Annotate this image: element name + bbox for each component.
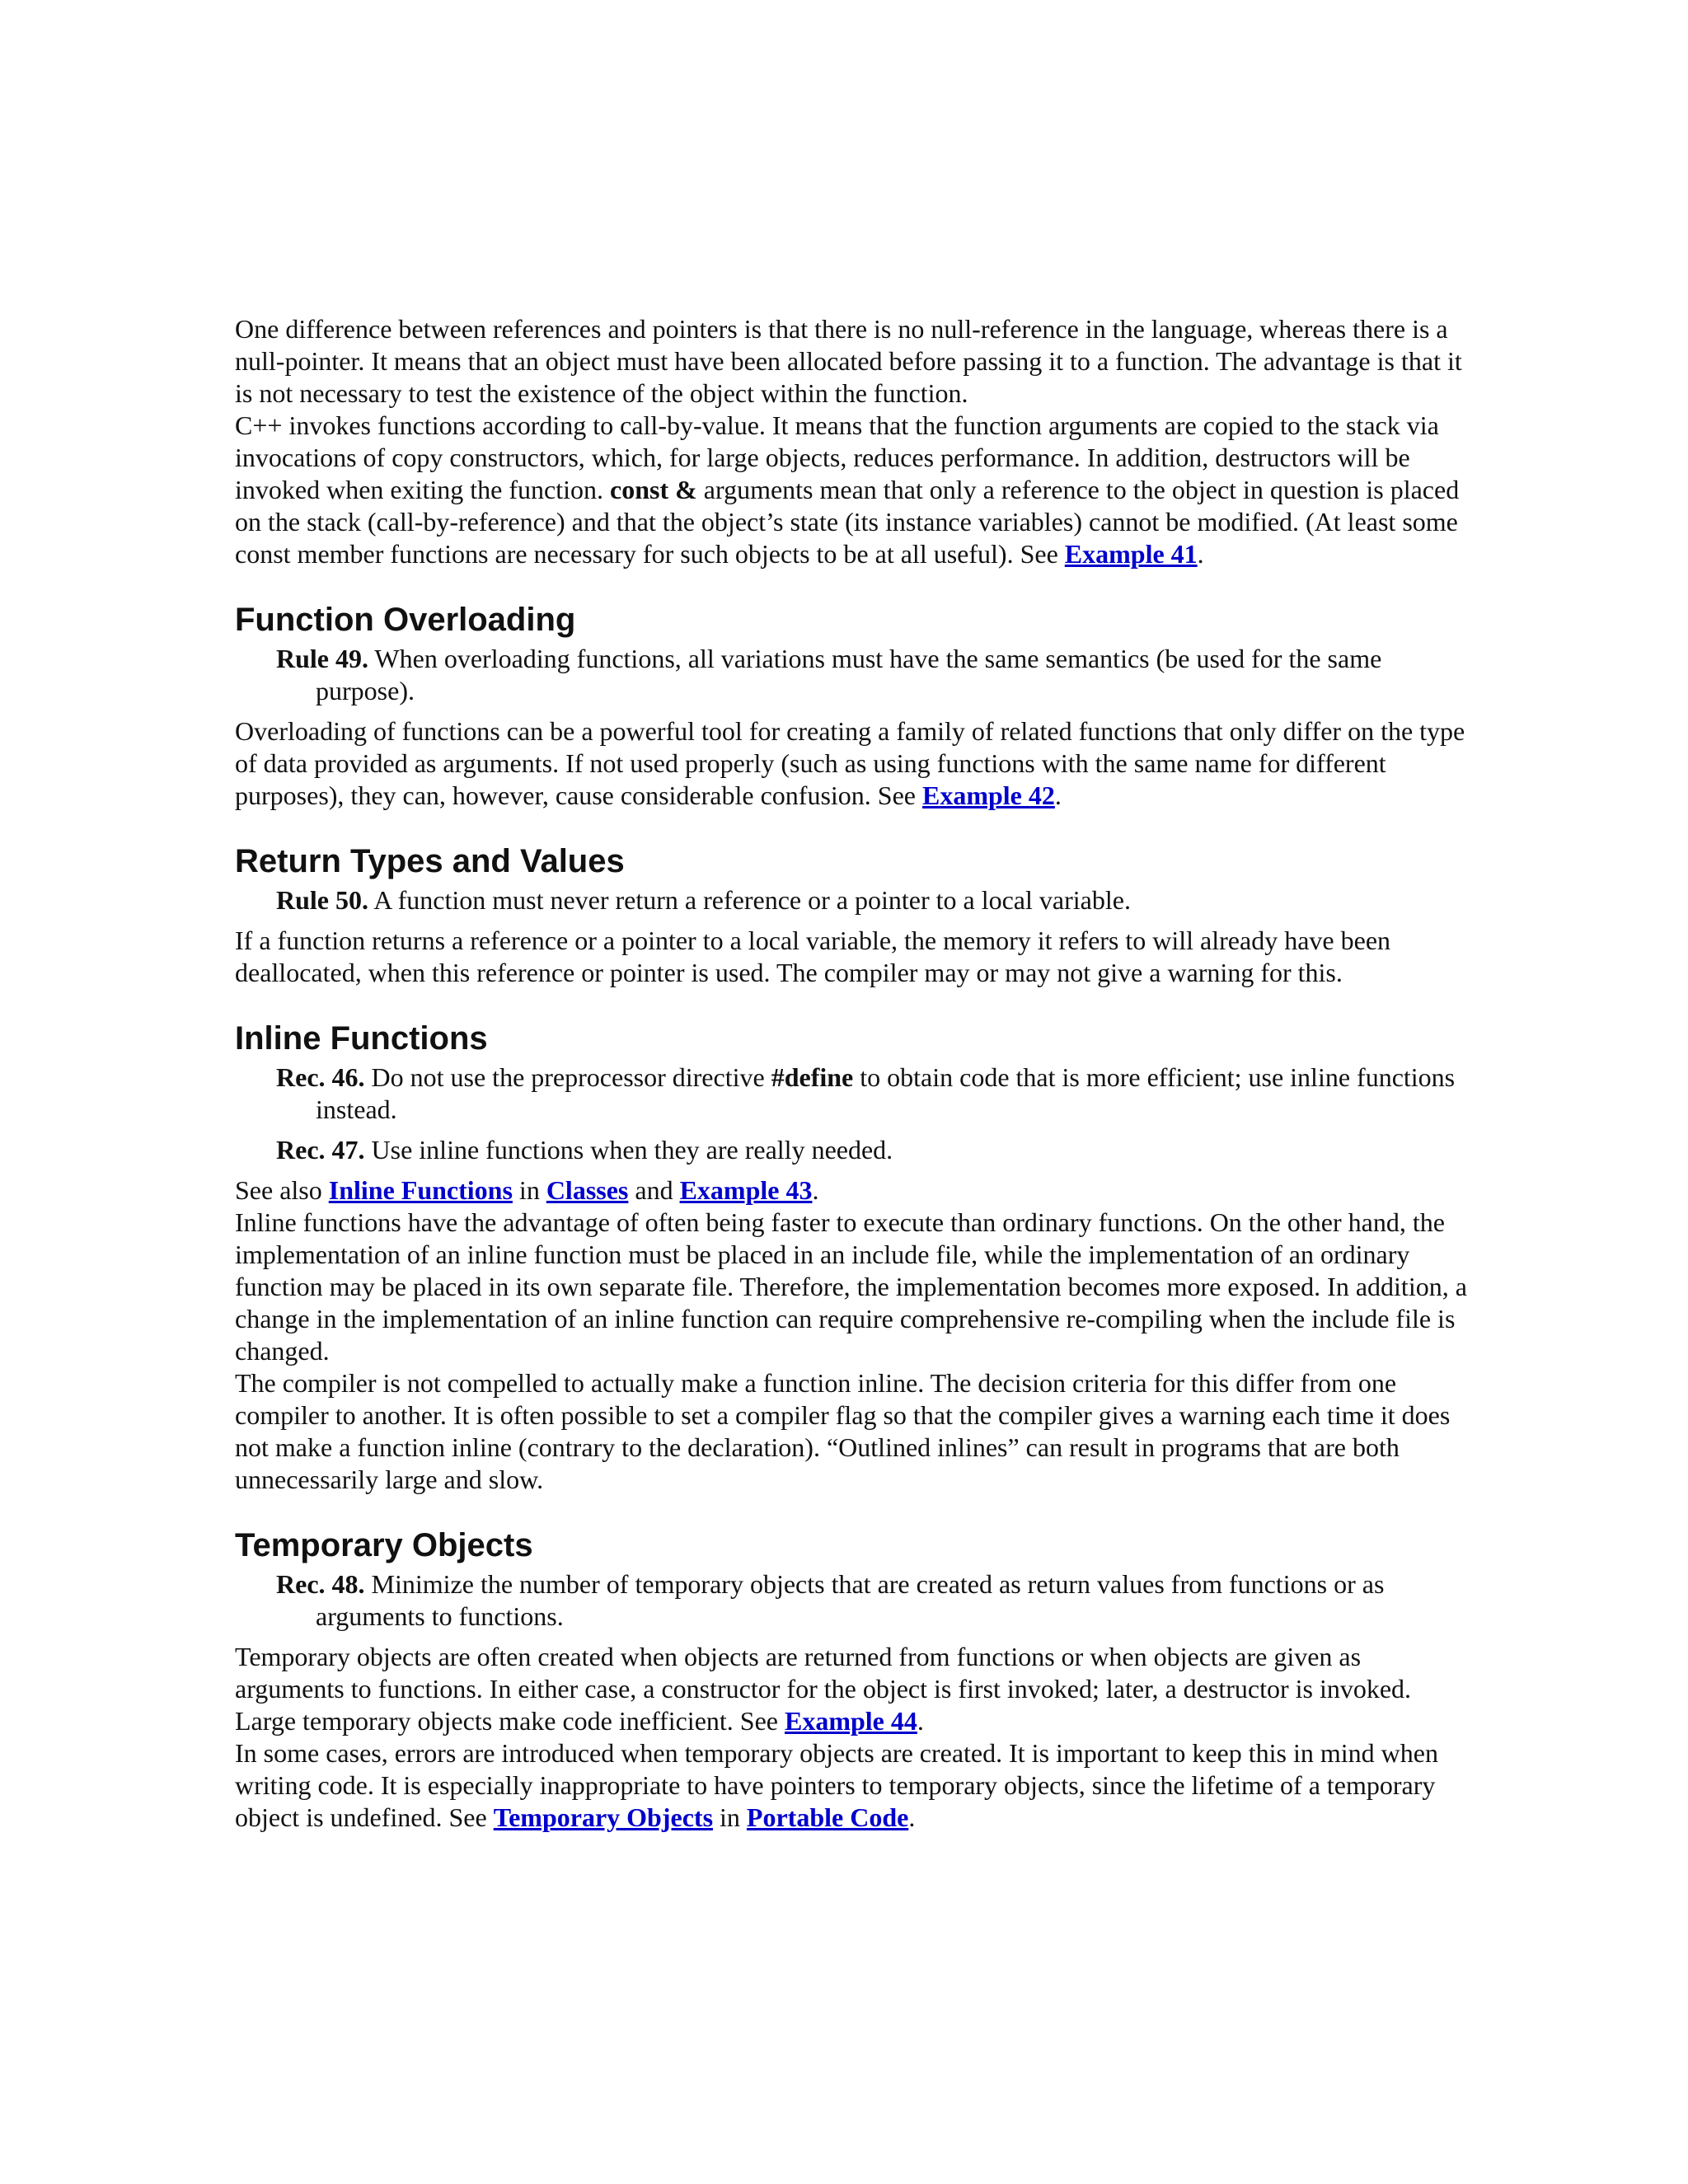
classes-link[interactable]: Classes [546,1175,629,1205]
intro-paragraph-2: C++ invokes functions according to call-by-value. It means that the function arguments are copied to the stack via invocations of copy constructors, which, for large objects, reduces performance. In addition, destructors will be invoked when exiting the function. const & arguments mean that only a reference to the object in question is placed on the stack (call-by-reference) and that the object’s state (its instance variables) cannot be modified. (At least some const member functions are necessary for such objects to be at all useful). See Example 41. [235,410,1460,569]
rec-47-label: Rec. 47. [276,1135,365,1165]
rec-47-text: Use inline functions when they are really needed. [371,1135,893,1165]
heading-temporary-objects: Temporary Objects [235,1527,533,1563]
rule-50-label: Rule 50. [276,885,368,915]
inline-functions-link[interactable]: Inline Functions [328,1175,513,1205]
heading-return-types: Return Types and Values [235,843,625,879]
intro-paragraph-1: One difference between references and pointers is that there is no null-reference in the language, whereas there is a null-pointer. It means that an object must have been allocated before passing it to a function. The advantage is that it is not necessary to test the existence of the object within the function. [235,314,1462,408]
example-43-link[interactable]: Example 43 [679,1175,813,1205]
rec-48-text: Minimize the number of temporary objects that are created as return values from functions or as arguments to functions. [316,1569,1385,1631]
rule-49 [276,643,1471,707]
temporary-paragraph-1: Temporary objects are often created when objects are returned from functions or when objects are given as arguments to functions. In either case, a constructor for the object is first invoked; later, a destructor is invoked. Large temporary objects make code inefficient. See Example 44. [235,1642,1412,1736]
example-42-link[interactable]: Example 42 [921,780,1055,810]
const-ref-code: const & [610,475,697,504]
temporary-objects-link[interactable]: Temporary Objects [493,1802,714,1832]
return-types-paragraph: If a function returns a reference or a pointer to a local variable, the memory it refers to will already have been deallocated, when this reference or pointer is used. The compiler may or may not give a warning for this. [235,926,1391,987]
rec-47 [276,1134,1471,1166]
rule-50-text: A function must never return a reference or a pointer to a local variable. [373,885,1131,915]
inline-paragraph-2: The compiler is not compelled to actually make a function inline. The decision criteria for this differ from one compiler to another. It is often possible to set a compiler flag so that the compiler gives a warning each time it does not make a function inline (contrary to the declaration). “Outlined inlines” can result in programs that are both unnecessarily large and slow. [235,1368,1451,1494]
rule-49-text: When overloading functions, all variations must have the same semantics (be used for the same purpose). [316,644,1382,705]
rec-46-label: Rec. 46. [276,1062,365,1092]
rule-50 [276,884,1471,916]
rec-48 [276,1568,1471,1633]
rec-46: Rec. 46. Do not use the preprocessor directive #define to obtain code that is more efficient; use inline functions instead. [276,1062,1456,1124]
overloading-paragraph: Overloading of functions can be a powerful tool for creating a family of related functions that only differ on the type of data provided as arguments. If not used properly (such as using functions with the same name for different purposes), they can, however, cause considerable confusion. See Example 42. [235,716,1465,810]
temporary-paragraph-2: In some cases, errors are introduced when temporary objects are created. It is important to keep this in mind when writing code. It is especially inappropriate to have pointers to temporary objects, since the lifetime of a temporary object is undefined. See Temporary Objects in Portable Code. [235,1738,1438,1832]
document-page [235,313,1471,1834]
define-directive: #define [771,1062,854,1092]
rule-49-label: Rule 49. [276,644,368,673]
example-41-link[interactable]: Example 41 [1064,539,1198,569]
portable-code-link[interactable]: Portable Code [746,1802,909,1832]
example-44-link[interactable]: Example 44 [784,1706,917,1736]
see-also-line: See also Inline Functions in Classes and Example 43. [235,1175,819,1205]
heading-inline-functions: Inline Functions [235,1020,488,1057]
heading-function-overloading: Function Overloading [235,602,576,638]
rec-48-label: Rec. 48. [276,1569,365,1599]
inline-paragraph-1: Inline functions have the advantage of often being faster to execute than ordinary functions. On the other hand, the implementation of an inline function must be placed in an include file, while the implementation of an ordinary function may be placed in its own separate file. Therefore, the implementation becomes more exposed. In addition, a change in the implementation of an inline function can require comprehensive re-compiling when the include file is changed. [235,1207,1467,1366]
